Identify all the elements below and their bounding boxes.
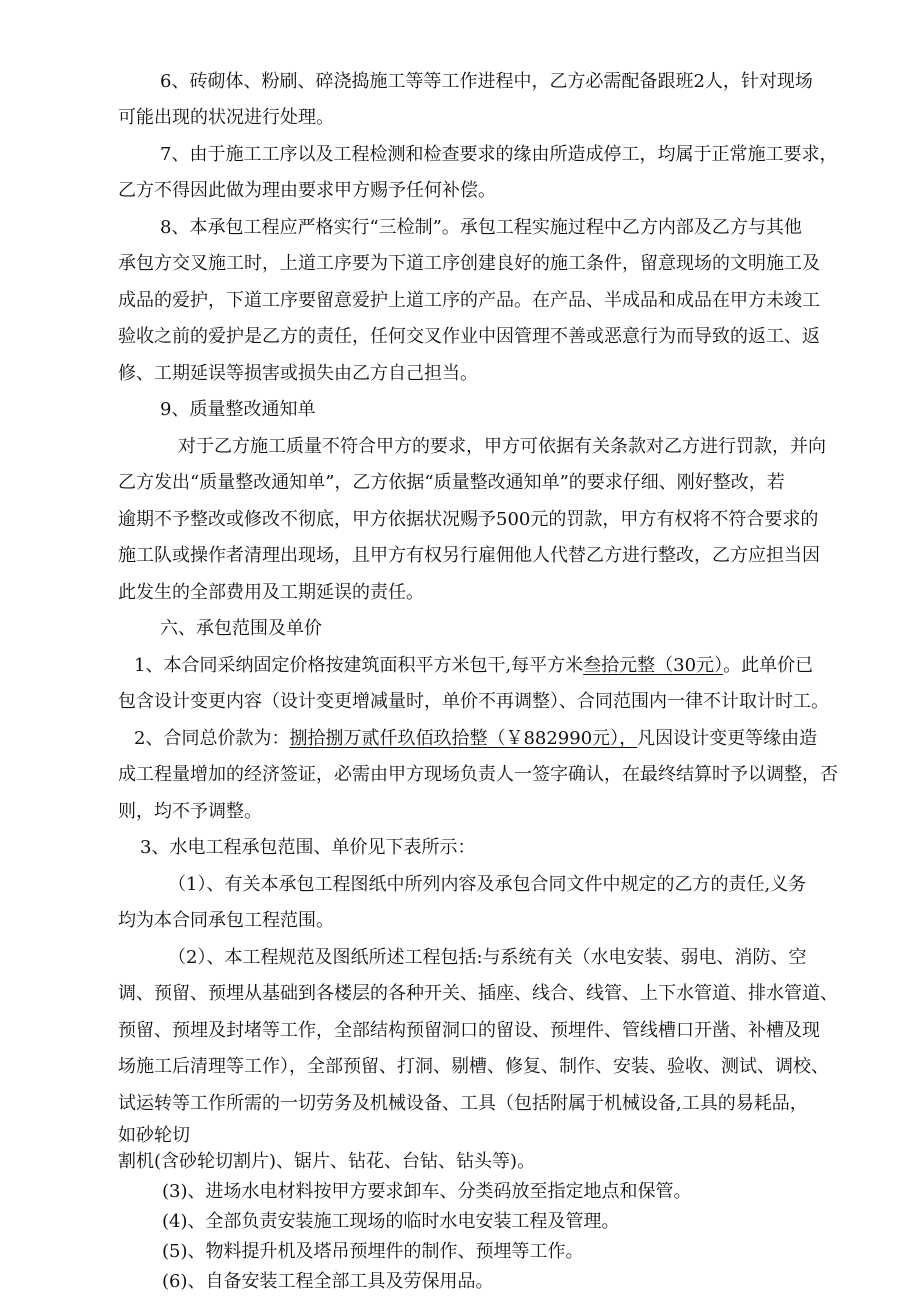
item-2-line-1: （2）、本工程规范及图纸所述工程包括:与系统有关（水电安装、弱电、消防、空 xyxy=(168,947,807,968)
paragraph-8-line-3: 成品的爱护，下道工序要留意爱护上道工序的产品。在产品、半成品和成品在甲方未竣工 xyxy=(118,290,820,311)
paragraph-9-line-5: 此发生的全部费用及工期延误的责任。 xyxy=(118,582,424,603)
clause-1-text-post: 。此单价已 xyxy=(723,655,814,676)
item-4: (4)、全部负责安装施工现场的临时水电安装工程及管理。 xyxy=(162,1211,620,1232)
clause-1-line-1 xyxy=(0,654,920,678)
paragraph-8-line-2: 承包方交叉施工时，上道工序要为下道工序创建良好的施工条件，留意现场的文明施工及 xyxy=(118,253,820,274)
item-2-line-4: 场施工后清理等工作），全部预留、打洞、剔槽、修复、制作、安装、验收、测试、调校、 xyxy=(118,1056,829,1077)
clause-2-line-2: 成工程量增加的经济签证，必需由甲方现场负责人一签字确认，在最终结算时予以调整，否 xyxy=(118,764,838,785)
section-6-heading: 六、承包范围及单价 xyxy=(160,618,322,639)
unit-price-underlined: 叁拾元整（30元） xyxy=(583,655,724,676)
paragraph-8-line-5: 修、工期延误等损害或损失由乙方自己担当。 xyxy=(118,363,478,384)
clause-2-text-post: 凡因设计变更等缘由造 xyxy=(637,728,818,749)
item-2-line-7: 割机(含砂轮切割片)、锯片、钻花、台钻、钻头等)。 xyxy=(118,1151,536,1172)
item-6: (6)、自备安装工程全部工具及劳保用品。 xyxy=(162,1271,494,1292)
item-2-line-3: 预留、预埋及封堵等工作，全部结构预留洞口的留设、预埋件、管线槽口开凿、补槽及现 xyxy=(118,1020,820,1041)
paragraph-8-line-4: 验收之前的爱护是乙方的责任，任何交叉作业中因管理不善或恶意行为而导致的返工、返 xyxy=(118,326,820,347)
paragraph-8-line-1: 8、本承包工程应严格实行“三检制”。承包工程实施过程中乙方内部及乙方与其他 xyxy=(160,217,802,238)
clause-2-text-pre: 2、合同总价款为： xyxy=(134,728,290,749)
item-1-line-2: 均为本合同承包工程范围。 xyxy=(118,910,334,931)
paragraph-9-line-4: 施工队或操作者清理出现场，且甲方有权另行雇佣他人代替乙方进行整改，乙方应担当因 xyxy=(118,545,820,566)
item-2-line-2: 调、预留、预埋从基础到各楼层的各种开关、插座、线合、线管、上下水管道、排水管道、 xyxy=(118,983,838,1004)
clause-1-text-pre: 1、本合同采纳固定价格按建筑面积平方米包干,每平方米 xyxy=(134,655,584,676)
item-2-line-5: 试运转等工作所需的一切劳务及机械设备、工具（包括附属于机械设备,工具的易耗品， xyxy=(118,1093,808,1114)
clause-3: 3、水电工程承包范围、单价见下表所示： xyxy=(140,837,476,858)
item-1-line-1: （1）、有关本承包工程图纸中所列内容及承包合同文件中规定的乙方的责任,义务 xyxy=(168,874,807,895)
total-price-underlined: 捌拾捌万贰仟玖佰玖拾整（￥882990元）， xyxy=(289,728,638,749)
paragraph-7-line-1: 7、由于施工工序以及工程检测和检查要求的缘由所造成停工，均属于正常施工要求， xyxy=(160,144,838,165)
paragraph-9-line-3: 逾期不予整改或修改不彻底，甲方依据状况赐予500元的罚款，甲方有权将不符合要求的 xyxy=(118,509,819,530)
item-5: (5)、物料提升机及塔吊预埋件的制作、预埋等工作。 xyxy=(162,1241,584,1262)
overflow-guard xyxy=(0,1272,920,1296)
item-3: (3)、进场水电材料按甲方要求卸车、分类码放至指定地点和保管。 xyxy=(162,1181,692,1202)
item-2-line-6: 如砂轮切 xyxy=(118,1125,190,1146)
paragraph-7-line-2: 乙方不得因此做为理由要求甲方赐予任何补偿。 xyxy=(118,180,496,201)
clause-2-line-3: 则，均不予调整。 xyxy=(118,801,262,822)
clause-2-line-1 xyxy=(0,727,920,751)
heading-9: 9、质量整改通知单 xyxy=(160,399,316,420)
paragraph-6-line-2: 可能出现的状况进行处理。 xyxy=(118,107,334,128)
paragraph-6-line-1: 6、砖砌体、粉刷、碎浇捣施工等等工作进程中，乙方必需配备跟班2人，针对现场 xyxy=(160,71,813,92)
clause-1-line-2: 包含设计变更内容（设计变更增减量时，单价不再调整）、合同范围内一律不计取计时工。 xyxy=(118,691,829,712)
paragraph-9-line-1: 对于乙方施工质量不符合甲方的要求，甲方可依据有关条款对乙方进行罚款，并向 xyxy=(178,436,826,457)
paragraph-9-line-2: 乙方发出“质量整改通知单”，乙方依据“质量整改通知单”的要求仔细、刚好整改，若 xyxy=(118,472,785,493)
